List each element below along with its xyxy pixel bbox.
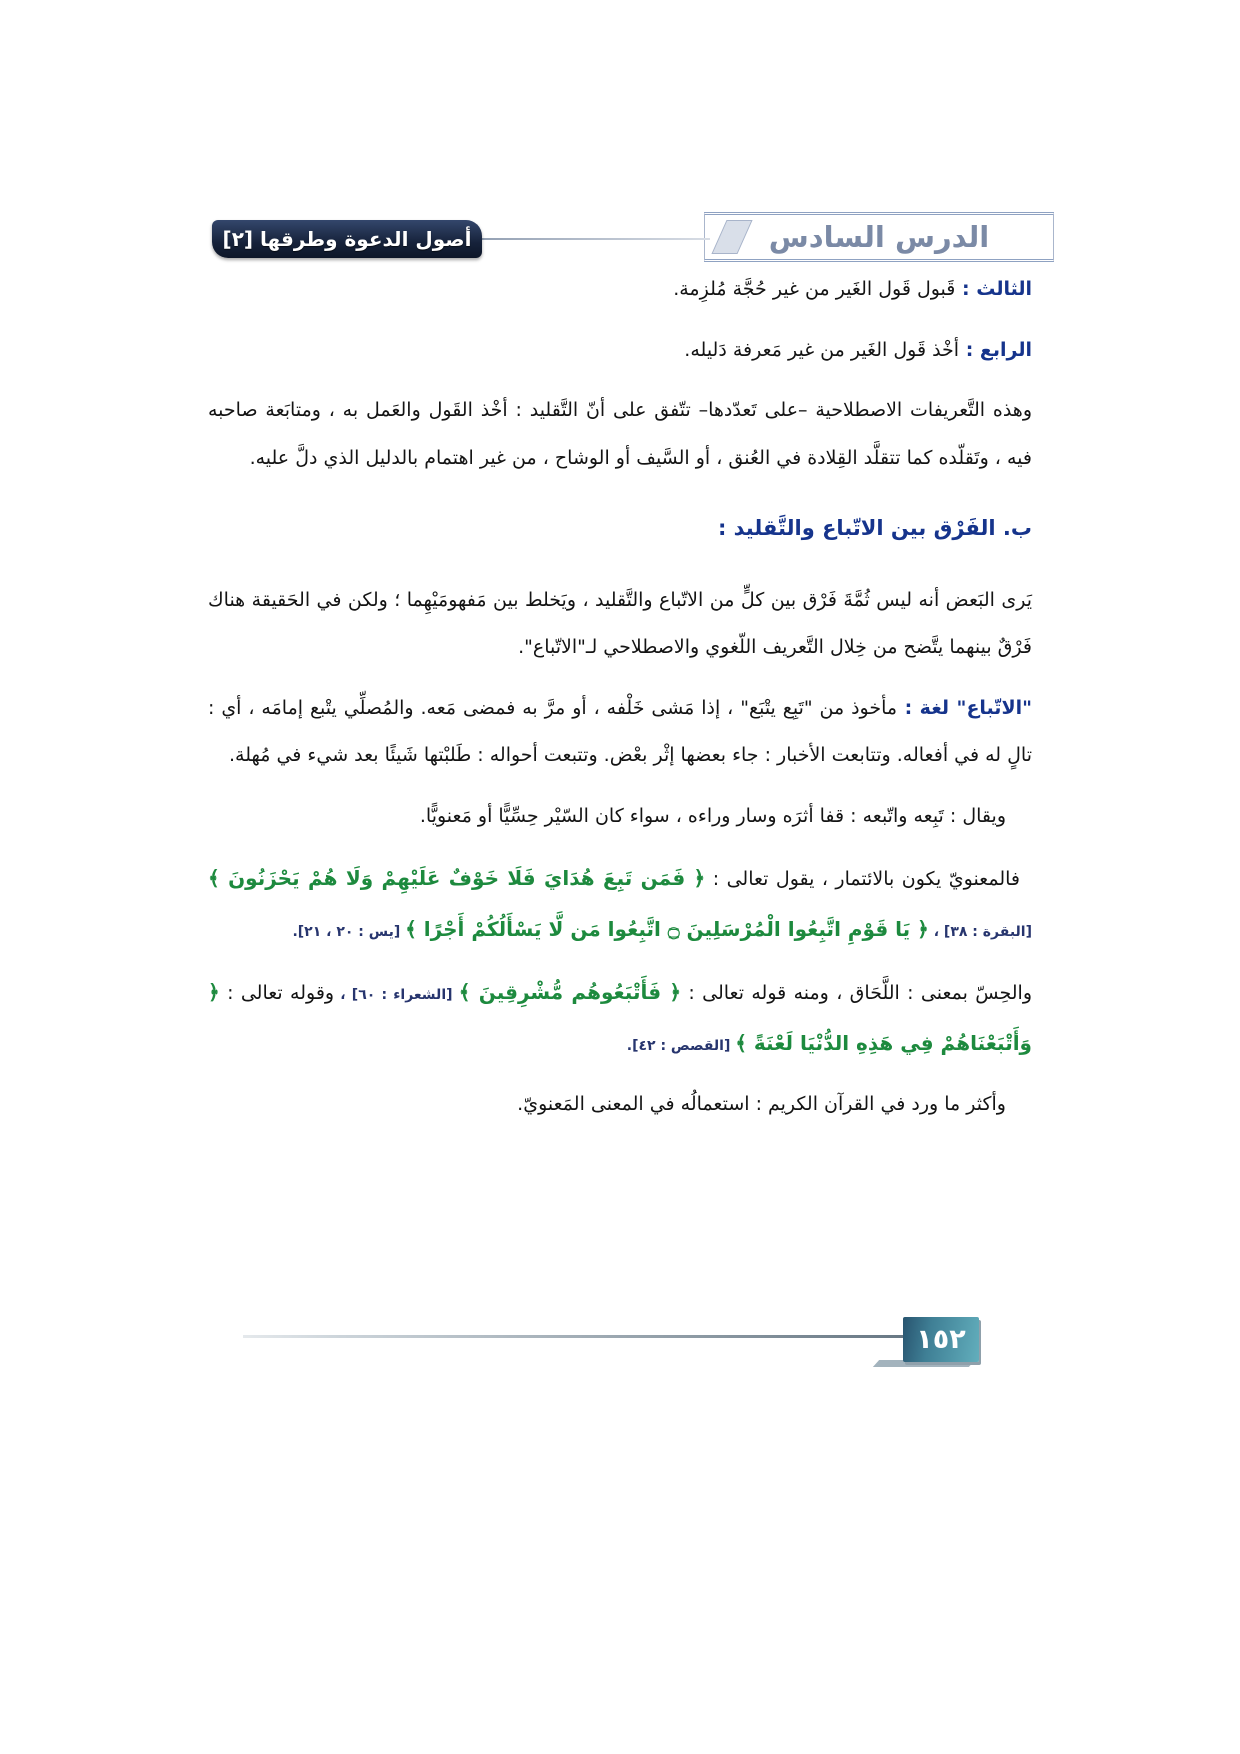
manawi-intro: فالمعنويّ يكون بالائتمار ، يقول تعالى :: [705, 868, 1020, 890]
fourth-text: أخْذ قَول الغَير من غير مَعرفة دَليله.: [684, 338, 960, 361]
book-title: أصول الدعوة وطرقها [٢]: [222, 227, 472, 251]
book-title-banner: [212, 220, 482, 258]
page-content: [208, 266, 1032, 1142]
quran-verse-shuara-60: ﴿ فَأَتْبَعُوهُم مُّشْرِقِينَ ﴾: [458, 980, 682, 1004]
verse-reference-qasas: [القصص : ٤٢].: [626, 1037, 736, 1054]
section-heading-difference: ب. الفَرْق بين الاتّباع والتَّقليد :: [717, 516, 1032, 540]
paragraph-closing: وأكثر ما ورد في القرآن الكريم : استعمالُه في المعنى المَعنويّ.: [517, 1093, 1006, 1115]
paragraph-hiss-verses: [208, 967, 1032, 1068]
paragraph-third-definition: [208, 266, 1032, 314]
fourth-label: الرابع :: [959, 338, 1032, 361]
paragraph-ittiba-language: [208, 685, 1032, 780]
paragraph-definitions-summary: وهذه التَّعريفات الاصطلاحية –على تَعدّدها– تتّفق على أنّ التَّقليد : أخْذ القَول والعَمل به ، ومتابَعة صاحبه فيه ، وتَقلّده كما تتقلَّد القِلادة في العُنق ، أو السَّيف أو الوشاح ، من غير اهتمام بالدليل الذي دلَّ عليه.: [208, 399, 1032, 469]
page-number-badge: [903, 1317, 979, 1362]
quran-verse-baqara-38: ﴿ فَمَن تَبِعَ هُدَايَ فَلَا خَوْفٌ عَلَيْهِمْ وَلَا هُمْ يَحْزَنُونَ ﴾: [208, 866, 706, 890]
third-text: قَبول قَول الغَير من غير حُجَّة مُلزِمة.: [673, 278, 956, 300]
ittiba-lugha-label: "الاتّباع" لغة :: [897, 696, 1033, 719]
quran-verse-yasin-20-21: ﴿ يَا قَوْمِ اتَّبِعُوا الْمُرْسَلِينَ ۝ اتَّبِعُوا مَن لَّا يَسْأَلُكُمْ أَجْرًا ﴾: [405, 916, 929, 941]
verse-reference-yasin: [يس : ٢٠ ، ٢١].: [292, 923, 406, 940]
footer-rule: [243, 1335, 903, 1338]
lesson-banner: [704, 212, 1054, 262]
verse-reference-shuara: [الشعراء : ٦٠] ،: [334, 987, 459, 1003]
lesson-title: الدرس السادس: [768, 220, 990, 254]
verse-reference-baqara: [البقرة : ٣٨] ،: [928, 923, 1032, 940]
quran-verse-qasas-42: ﴿ وَأَتْبَعْنَاهُمْ فِي هَذِهِ الدُّنْيَا لَعْنَةً ﴾: [208, 980, 1032, 1055]
paragraph-yuqal: ويقال : تَبِعه واتّبعه : قفا أثرَه وسار وراءه ، سواء كان السّيْر حِسِّيًّا أو مَعنويًّا.: [419, 804, 1006, 827]
hiss-middle: وقوله تعالى :: [219, 982, 335, 1004]
paragraph-fourth-definition: [208, 327, 1032, 375]
page-number: ١٥٢: [916, 1324, 966, 1355]
paragraph-difference: يَرى البَعض أنه ليس ثُمَّةَ فَرْق بين كلٍّ من الاتّباع والتَّقليد ، ويَخلط بين مَفهومَيْهِما ؛ ولكن في الحَقيقة هناك فَرْقٌ بينهما يتَّضح من خِلال التَّعريف اللّغوي والاصطلاحي لـ"الاتّباع".: [208, 588, 1032, 658]
paragraph-manawi-verses: [208, 853, 1032, 954]
hiss-intro: والحِسّ بمعنى : اللَّحَاق ، ومنه قوله تعالى :: [681, 982, 1033, 1004]
ittiba-lugha-text: مأخوذ من "تَبِع يتْبَع" ، إذا مَشى خَلْفه ، أو مرَّ به فمضى مَعه. والمُصلِّي يتْبع إمامَه ، أي : تالٍ له في أفعاله. وتتابعت الأخبار : جاء بعضها إثْر بعْض. وتتبعت أحواله : طَلبْتها شَيئًا بعد شيء في مُهلة.: [208, 696, 1032, 766]
third-label: الثالث :: [955, 278, 1032, 300]
header-rule: [478, 238, 710, 240]
